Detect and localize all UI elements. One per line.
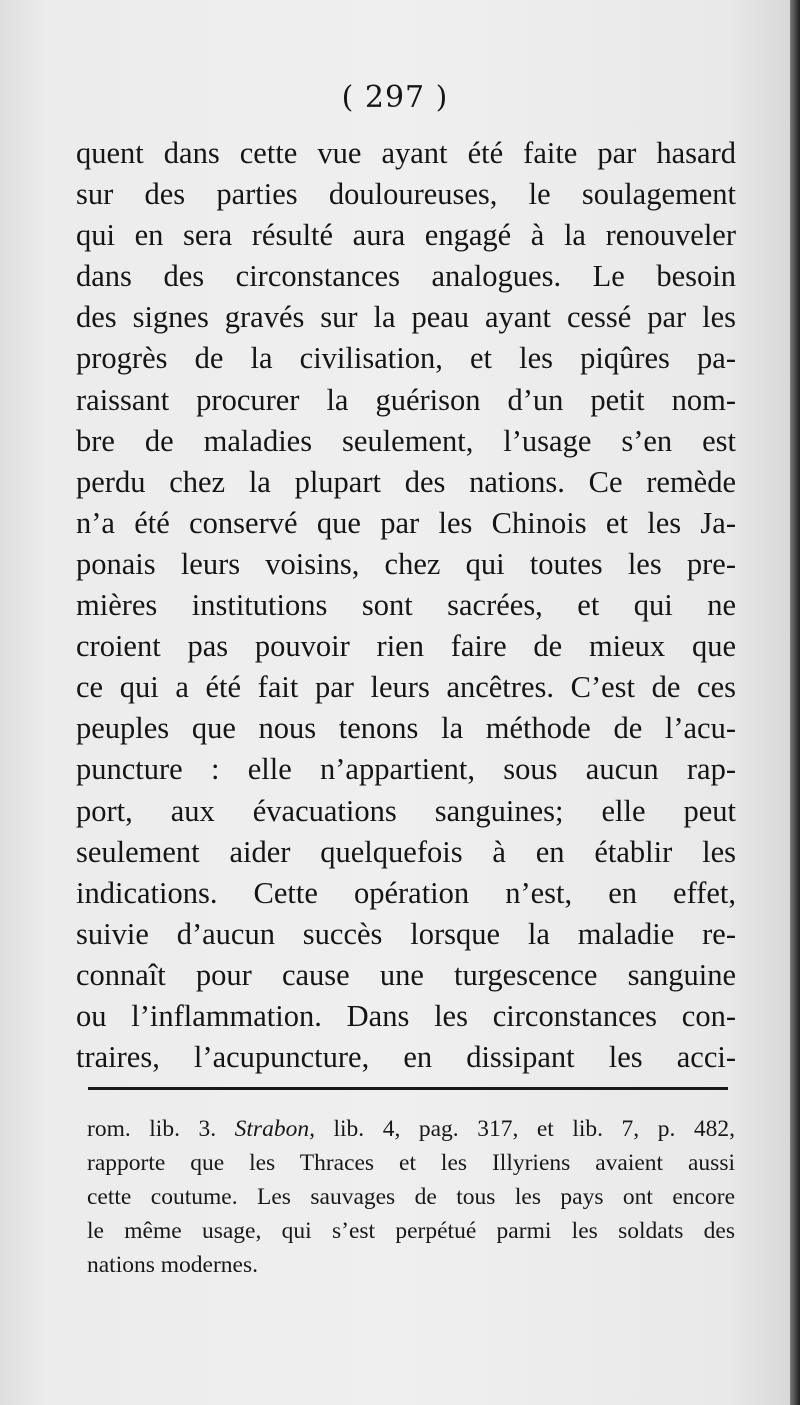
text-line: puncture : elle n’appartient, sous aucun rap-	[76, 752, 736, 787]
text-line: raissant procurer la guérison d’un petit nom-	[76, 382, 736, 417]
text-line: sur des parties douloureuses, le soulagement	[76, 177, 736, 212]
text-line: quent dans cette vue ayant été faite par hasard	[76, 136, 736, 170]
text-line: suivie d’aucun succès lorsque la maladie re-	[76, 916, 736, 951]
text-line: croient pas pouvoir rien faire de mieux que	[76, 629, 736, 664]
page-edge-shadow	[790, 0, 800, 1405]
footnote-block	[87, 1112, 735, 1282]
text-line: traires, l’acupuncture, en dissipant les acci-	[76, 1040, 736, 1075]
footnote-line: cette coutume. Les sauvages de tous les pays ont encore	[87, 1184, 735, 1210]
text-line: ou l’inflammation. Dans les circonstances con-	[76, 998, 736, 1033]
footnote-text: rom. lib. 3.	[87, 1116, 235, 1142]
footnote-divider	[88, 1087, 728, 1090]
main-text-block	[76, 133, 736, 1078]
text-line: qui en sera résulté aura engagé à la renouveler	[76, 218, 736, 253]
page-number-header: ( 297 )	[341, 80, 449, 115]
footnote-text: lib. 4, pag. 317, et lib. 7, p. 482,	[314, 1116, 735, 1142]
footnote-line: rapporte que les Thraces et les Illyriens avaient aussi	[87, 1150, 735, 1176]
footnote-line: nations modernes.	[87, 1252, 258, 1278]
text-line: connaît pour cause une turgescence sanguine	[76, 957, 736, 992]
footnote-line: le même usage, qui s’est perpétué parmi les soldats des	[87, 1218, 735, 1244]
text-line: ce qui a été fait par leurs ancêtres. C’est de ces	[76, 670, 736, 705]
text-line: ponais leurs voisins, chez qui toutes les pre-	[76, 546, 736, 581]
footnote-line	[87, 1112, 735, 1146]
text-line: mières institutions sont sacrées, et qui ne	[76, 588, 736, 623]
text-line: n’a été conservé que par les Chinois et les Ja-	[76, 505, 736, 540]
text-line: port, aux évacuations sanguines; elle peut	[76, 793, 736, 828]
text-line: bre de maladies seulement, l’usage s’en est	[76, 423, 736, 458]
text-line: indications. Cette opération n’est, en effet,	[76, 875, 736, 910]
text-line: perdu chez la plupart des nations. Ce remède	[76, 464, 736, 499]
text-line: seulement aider quelquefois à en établir les	[76, 834, 736, 869]
footnote-author: Strabon,	[234, 1116, 315, 1142]
text-line: dans des circonstances analogues. Le besoin	[76, 259, 736, 294]
text-line: progrès de la civilisation, et les piqûres pa-	[76, 341, 736, 376]
text-line: peuples que nous tenons la méthode de l’acu-	[76, 711, 736, 746]
text-line: des signes gravés sur la peau ayant cessé par les	[76, 300, 736, 335]
